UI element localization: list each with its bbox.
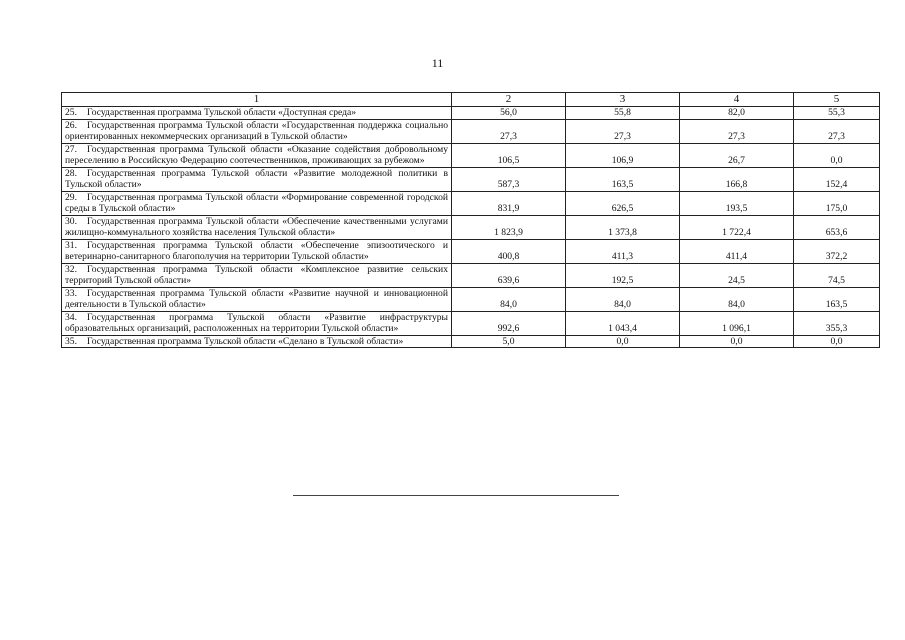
program-name-cell xyxy=(62,191,452,215)
table-row xyxy=(62,143,880,167)
row-number: 30. xyxy=(65,215,77,227)
value-cell-v2: 56,0 xyxy=(452,107,566,120)
program-name-cell xyxy=(62,287,452,311)
program-name-cell xyxy=(62,107,452,120)
program-name-cell xyxy=(62,335,452,348)
value-cell-v4: 1 722,4 xyxy=(680,215,794,239)
row-number: 33. xyxy=(65,287,77,299)
table-row xyxy=(62,107,880,120)
program-name: Государственная программа Тульской области «Развитие молодежной политики в Тульской области» xyxy=(65,167,448,190)
value-cell-v2: 106,5 xyxy=(452,143,566,167)
program-name: Государственная программа Тульской области «Государственная поддержка социально ориентированных некоммерческих организаций в Тульской области» xyxy=(65,119,448,142)
row-number: 29. xyxy=(65,191,77,203)
table-row xyxy=(62,167,880,191)
value-cell-v5: 653,6 xyxy=(794,215,880,239)
row-number: 26. xyxy=(65,119,77,131)
program-name-cell xyxy=(62,239,452,263)
value-cell-v3: 106,9 xyxy=(566,143,680,167)
table-row xyxy=(62,215,880,239)
program-name-cell xyxy=(62,119,452,143)
value-cell-v4: 193,5 xyxy=(680,191,794,215)
value-cell-v3: 55,8 xyxy=(566,107,680,120)
value-cell-v2: 831,9 xyxy=(452,191,566,215)
table-row xyxy=(62,335,880,348)
value-cell-v4: 0,0 xyxy=(680,335,794,348)
table-row xyxy=(62,239,880,263)
column-header: 3 xyxy=(566,93,680,107)
table-row xyxy=(62,287,880,311)
program-name-cell xyxy=(62,263,452,287)
value-cell-v5: 355,3 xyxy=(794,311,880,335)
value-cell-v3: 411,3 xyxy=(566,239,680,263)
value-cell-v5: 0,0 xyxy=(794,143,880,167)
value-cell-v2: 400,8 xyxy=(452,239,566,263)
table-header-row xyxy=(62,93,880,107)
value-cell-v4: 27,3 xyxy=(680,119,794,143)
program-name: Государственная программа Тульской области «Формирование современной городской среды в Тульской области» xyxy=(65,191,448,214)
value-cell-v4: 26,7 xyxy=(680,143,794,167)
program-name: Государственная программа Тульской области «Обеспечение качественными услугами жилищно-коммунального хозяйства населения Тульской области» xyxy=(65,215,448,238)
value-cell-v3: 84,0 xyxy=(566,287,680,311)
program-name: Государственная программа Тульской области «Комплексное развитие сельских территорий Тульской области» xyxy=(65,263,448,286)
value-cell-v5: 74,5 xyxy=(794,263,880,287)
value-cell-v3: 1 043,4 xyxy=(566,311,680,335)
column-header: 1 xyxy=(62,93,452,107)
value-cell-v2: 5,0 xyxy=(452,335,566,348)
value-cell-v5: 152,4 xyxy=(794,167,880,191)
value-cell-v5: 163,5 xyxy=(794,287,880,311)
value-cell-v5: 372,2 xyxy=(794,239,880,263)
table-row xyxy=(62,311,880,335)
table-row xyxy=(62,263,880,287)
value-cell-v2: 1 823,9 xyxy=(452,215,566,239)
row-number: 34. xyxy=(65,311,77,323)
program-name-cell xyxy=(62,215,452,239)
program-name: Государственная программа Тульской области «Сделано в Тульской области» xyxy=(87,335,404,347)
value-cell-v4: 166,8 xyxy=(680,167,794,191)
value-cell-v2: 27,3 xyxy=(452,119,566,143)
value-cell-v3: 27,3 xyxy=(566,119,680,143)
value-cell-v5: 0,0 xyxy=(794,335,880,348)
value-cell-v2: 992,6 xyxy=(452,311,566,335)
row-number: 25. xyxy=(65,107,77,118)
value-cell-v4: 1 096,1 xyxy=(680,311,794,335)
program-name: Государственная программа Тульской области «Оказание содействия добровольному переселению в Российскую Федерацию соотечественников, проживающих за рубежом» xyxy=(65,143,448,166)
program-name: Государственная программа Тульской области «Доступная среда» xyxy=(87,107,357,118)
program-name-cell xyxy=(62,167,452,191)
value-cell-v4: 411,4 xyxy=(680,239,794,263)
value-cell-v3: 163,5 xyxy=(566,167,680,191)
footer-divider xyxy=(293,495,619,496)
value-cell-v5: 55,3 xyxy=(794,107,880,120)
row-number: 32. xyxy=(65,263,77,275)
page-number: 11 xyxy=(431,56,444,70)
program-name-cell xyxy=(62,311,452,335)
table-row xyxy=(62,191,880,215)
value-cell-v4: 84,0 xyxy=(680,287,794,311)
program-name: Государственная программа Тульской области «Обеспечение эпизоотического и ветеринарно-санитарного благополучия на территории Тульской области» xyxy=(65,239,448,262)
program-name: Государственная программа Тульской области «Развитие инфраструктуры образовательных организаций, расположенных на территории Тульской области» xyxy=(65,311,448,334)
column-header: 4 xyxy=(680,93,794,107)
value-cell-v5: 27,3 xyxy=(794,119,880,143)
value-cell-v3: 1 373,8 xyxy=(566,215,680,239)
value-cell-v5: 175,0 xyxy=(794,191,880,215)
row-number: 27. xyxy=(65,143,77,155)
value-cell-v4: 82,0 xyxy=(680,107,794,120)
programs-table xyxy=(61,92,880,348)
column-header: 2 xyxy=(452,93,566,107)
value-cell-v2: 587,3 xyxy=(452,167,566,191)
row-number: 35. xyxy=(65,335,77,347)
value-cell-v3: 626,5 xyxy=(566,191,680,215)
value-cell-v3: 192,5 xyxy=(566,263,680,287)
value-cell-v4: 24,5 xyxy=(680,263,794,287)
program-name: Государственная программа Тульской области «Развитие научной и инновационной деятельности в Тульской области» xyxy=(65,287,448,310)
row-number: 31. xyxy=(65,239,77,251)
row-number: 28. xyxy=(65,167,77,179)
table-row xyxy=(62,119,880,143)
program-name-cell xyxy=(62,143,452,167)
column-header: 5 xyxy=(794,93,880,107)
value-cell-v3: 0,0 xyxy=(566,335,680,348)
value-cell-v2: 84,0 xyxy=(452,287,566,311)
value-cell-v2: 639,6 xyxy=(452,263,566,287)
